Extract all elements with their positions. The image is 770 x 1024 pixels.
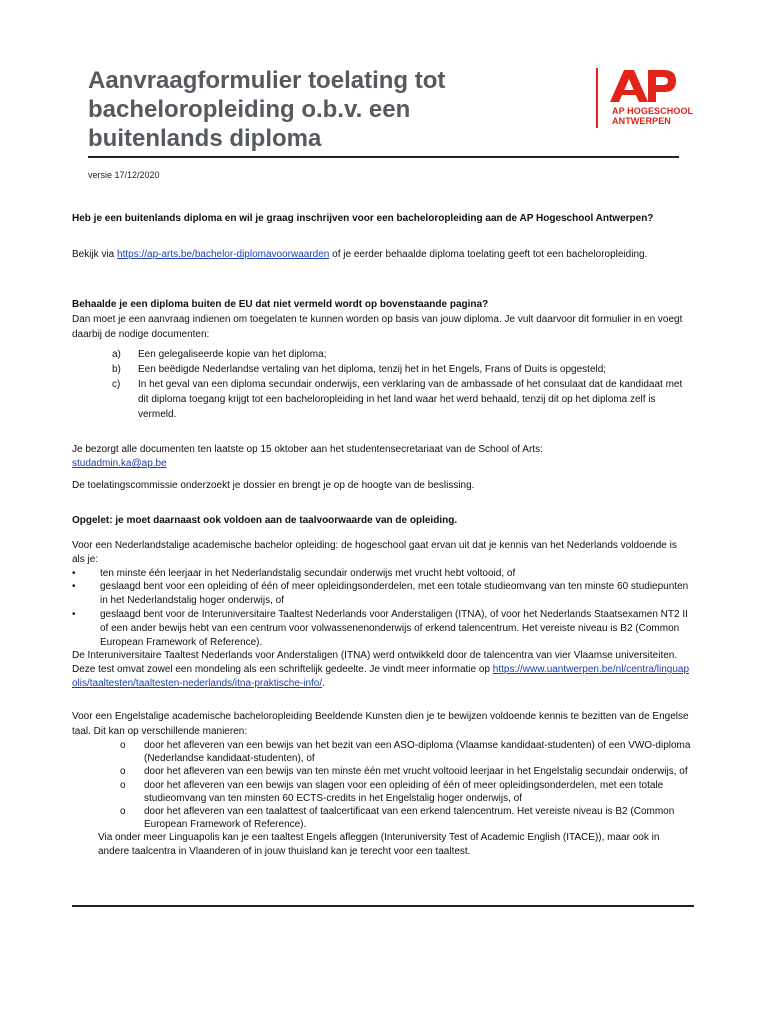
dutch-intro: Voor een Nederlandstalige academische bachelor opleiding: de hogeschool gaat ervan uit dat je kennis van het Nederlands voldoende is als je: <box>72 540 677 565</box>
list-item-text: door het afleveren van een bewijs van het bezit van een ASO-diploma (Vlaamse kandidaat-studenten) of een VWO-diploma (Nederlandse kandidaat-studenten), of <box>144 740 691 765</box>
list-item-text: In het geval van een diploma secundair onderwijs, een verklaring van de ambassade of het consulaat dat de kandidaat met dit diploma toegang krijgt tot een bacheloropleiding in het land waar het werd behaald, tenzij dit op het diploma zelf is vermeld. <box>138 379 683 420</box>
q2-heading: Behaalde je een diploma buiten de EU dat niet vermeld wordt op bovenstaande pagina? <box>72 299 489 310</box>
list-item <box>72 739 692 765</box>
deadline-text: Je bezorgt alle documenten ten laatste op 15 oktober aan het studentensecretariaat van de School of Arts: <box>72 444 543 455</box>
q1-heading: Heb je een buitenlands diploma en wil je graag inschrijven voor een bacheloropleiding aan de AP Hogeschool Antwerpen? <box>72 213 654 224</box>
list-item <box>72 567 692 581</box>
version-label: versie 17/12/2020 <box>88 170 160 180</box>
list-item <box>72 580 692 608</box>
dutch-requirements <box>72 539 692 691</box>
list-marker: a) <box>112 349 121 360</box>
list-item-text: door het afleveren van een bewijs van ten minste één met vrucht voltooid leerjaar in het Engelstalig secundair onderwijs, of <box>144 766 688 778</box>
list-item-text: geslaagd bent voor de Interuniversitaire Taaltest Nederlands voor Anderstaligen (ITNA), of voor het Nederlands Staatsexamen NT2 II of een ander bewijs hebt van een centrum voor volwassenenonderwijs of erkend talencentrum. Het vereiste niveau is B2 (Common European Framework of Reference). <box>100 608 688 648</box>
list-marker: b) <box>112 364 121 375</box>
bullet-icon: • <box>72 567 76 579</box>
list-item-text: ten minste één leerjaar in het Nederlandstalig secundair onderwijs met vrucht hebt voltooid, of <box>100 567 516 579</box>
deadline-paragraph <box>72 443 692 471</box>
q2-intro: Dan moet je een aanvraag indienen om toegelaten te kunnen worden op basis van jouw diploma. Je vult daarvoor dit formulier in en voegt daarbij de nodige documenten: <box>72 314 683 340</box>
circle-bullet-icon: o <box>120 806 126 818</box>
list-item <box>72 362 692 377</box>
ap-logo-mark <box>608 68 678 104</box>
list-item <box>72 779 692 805</box>
list-item <box>72 377 692 422</box>
list-item <box>72 608 692 649</box>
bullet-icon: • <box>72 581 76 593</box>
logo-divider <box>596 68 598 128</box>
list-item-text: Een gelegaliseerde kopie van het diploma; <box>138 349 327 360</box>
header-rule <box>88 156 679 158</box>
list-item-text: door het afleveren van een bewijs van slagen voor een opleiding of één of meer opleidingsonderdelen, met een totale studieomvang van ten minsten 60 ECTS-credits in het Engelstalig hoger onderwijs, of <box>144 779 664 804</box>
diploma-conditions-link[interactable]: https://ap-arts.be/bachelor-diplomavoorwaarden <box>117 249 330 260</box>
itna-text: De Interuniversitaire Taaltest Nederlands voor Anderstaligen (ITNA) werd ontwikkeld door de talencentra van vier Vlaamse universiteiten. Deze test omvat zowel een mondeling als een schriftelijk gedeelte. Je vindt meer informatie op <box>72 650 678 676</box>
circle-bullet-icon: o <box>120 740 126 751</box>
commission-text: De toelatingscommissie onderzoekt je dossier en brengt je op de hoogte van de beslissing. <box>72 480 475 491</box>
logo-line-1: AP HOGESCHOOL <box>612 106 694 116</box>
english-intro: Voor een Engelstalige academische bacheloropleiding Beeldende Kunsten dien je te bewijzen voldoende kennis te bezitten van de Engelse taal. Dit kan op verschillende manieren: <box>72 711 689 737</box>
list-item <box>72 347 692 362</box>
list-item <box>72 765 692 778</box>
ap-logo <box>596 68 706 130</box>
circle-bullet-icon: o <box>120 766 126 778</box>
footer-rule <box>72 905 694 907</box>
bullet-icon: • <box>72 608 76 620</box>
list-item-text: door het afleveren van een taalattest of taalcertificaat van een erkend talencentrum. Het vereiste niveau is B2 (Common European Framework of Reference). <box>144 806 675 831</box>
itna-info-link[interactable]: https://www.uantwerpen.be/nl/centra/linguapolis/taaltesten/taaltesten-nederlands/itna-praktische-info/ <box>72 664 690 689</box>
q1-text-before: Bekijk via <box>72 249 118 260</box>
documents-list <box>72 347 692 422</box>
q1-paragraph <box>72 248 692 262</box>
list-item-text: geslaagd bent voor een opleiding of één of meer opleidingsonderdelen, met een totale studieomvang van ten minste 60 studiepunten in het Nederlandstalig hoger onderwijs, of <box>100 581 689 607</box>
list-marker: c) <box>112 379 121 390</box>
list-item <box>72 805 692 831</box>
circle-bullet-icon: o <box>120 779 126 791</box>
language-heading: Opgelet: je moet daarnaast ook voldoen aan de taalvoorwaarde van de opleiding. <box>72 515 458 526</box>
itna-end: . <box>322 677 325 689</box>
linguapolis-text: Via onder meer Linguapolis kan je een taaltest Engels afleggen (Interuniversity Test of Academic English (ITACE)), maar ook in andere taalcentra in Vlaanderen of in jouw thuisland kan je terecht voor een taaltest. <box>98 832 660 857</box>
list-item-text: Een beëdigde Nederlandse vertaling van het diploma, tenzij het in het Engels, Frans of Duits is opgesteld; <box>138 364 607 375</box>
page-title: Aanvraagformulier toelating tot bacheloropleiding o.b.v. een buitenlands diploma <box>88 67 446 152</box>
email-link[interactable]: studadmin.ka@ap.be <box>72 458 167 469</box>
q1-text-after: of je eerder behaalde diploma toelating geeft tot een bacheloropleiding. <box>329 249 648 260</box>
logo-line-2: ANTWERPEN <box>612 116 671 126</box>
english-requirements <box>72 710 692 858</box>
itna-paragraph <box>72 649 692 690</box>
